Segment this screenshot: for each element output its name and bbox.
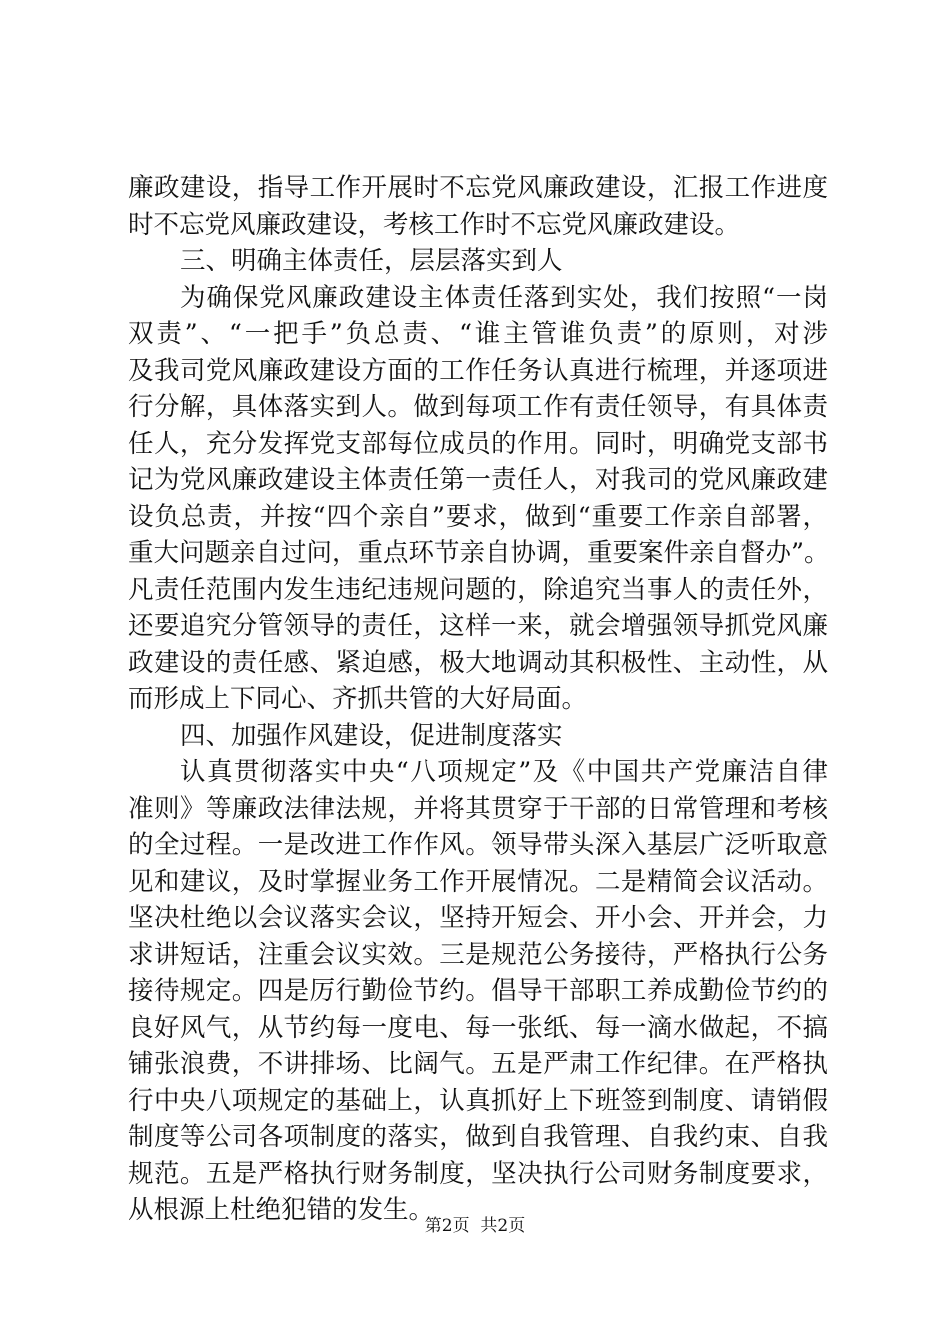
text-line: 从根源上杜绝犯错的发生。 <box>128 1195 435 1225</box>
page-footer <box>0 1214 950 1238</box>
text-line: 记为党风廉政建设主体责任第一责任人，对我司的党风廉政建 <box>128 465 828 495</box>
text-line: 行中央八项规定的基础上，认真抓好上下班签到制度、请销假 <box>128 1085 828 1116</box>
text-line: 政建设的责任感、紧迫感，极大地调动其积极性、主动性，从 <box>128 647 828 678</box>
text-line: 为确保党风廉政建设主体责任落到实处，我们按照“一岗 <box>180 282 828 313</box>
text-line: 铺张浪费，不讲排场、比阔气。五是严肃工作纪律。在严格执 <box>128 1049 828 1079</box>
text-line: 规范。五是严格执行财务制度，坚决执行公司财务制度要求， <box>128 1158 828 1189</box>
document-body <box>128 170 828 1229</box>
text-line: 的全过程。一是改进工作作风。领导带头深入基层广泛听取意 <box>128 830 828 860</box>
text-line: 设负总责，并按“四个亲自”要求，做到“重要工作亲自部署， <box>128 501 828 532</box>
text-line: 双责”、“一把手”负总责、“谁主管谁负责”的原则，对涉 <box>128 319 828 349</box>
text-line: 求讲短话，注重会议实效。三是规范公务接待，严格执行公务 <box>128 939 828 970</box>
text-line: 制度等公司各项制度的落实，做到自我管理、自我约束、自我 <box>128 1122 828 1152</box>
page-number-label: 第2页 共2页 <box>424 1216 526 1236</box>
text-line: 及我司党风廉政建设方面的工作任务认真进行梳理，并逐项进 <box>128 355 828 386</box>
text-line: 见和建议，及时掌握业务工作开展情况。二是精简会议活动。 <box>128 866 828 897</box>
text-line: 还要追究分管领导的责任，这样一来，就会增强领导抓党风廉 <box>128 611 828 641</box>
text-line: 而形成上下同心、齐抓共管的大好局面。 <box>128 684 588 714</box>
text-line: 时不忘党风廉政建设，考核工作时不忘党风廉政建设。 <box>128 209 741 240</box>
text-line: 接待规定。四是厉行勤俭节约。倡导干部职工养成勤俭节约的 <box>128 976 828 1006</box>
text-line: 重大问题亲自过问，重点环节亲自协调，重要案件亲自督办”。 <box>128 538 830 568</box>
section-heading: 四、加强作风建设，促进制度落实 <box>180 720 563 751</box>
text-line: 良好风气，从节约每一度电、每一张纸、每一滴水做起，不搞 <box>128 1012 828 1043</box>
text-line: 凡责任范围内发生违纪违规问题的，除追究当事人的责任外， <box>128 574 828 605</box>
text-line: 行分解，具体落实到人。做到每项工作有责任领导，有具体责 <box>128 392 828 422</box>
text-line: 坚决杜绝以会议落实会议，坚持开短会、开小会、开并会，力 <box>128 903 828 933</box>
section-heading: 三、明确主体责任，层层落实到人 <box>180 246 563 276</box>
text-line: 任人，充分发挥党支部每位成员的作用。同时，明确党支部书 <box>128 428 828 459</box>
text-line: 认真贯彻落实中央“八项规定”及《中国共产党廉洁自律 <box>180 757 828 787</box>
text-line: 准则》等廉政法律法规，并将其贯穿于干部的日常管理和考核 <box>128 793 828 824</box>
text-line: 廉政建设，指导工作开展时不忘党风廉政建设，汇报工作进度 <box>128 173 828 203</box>
